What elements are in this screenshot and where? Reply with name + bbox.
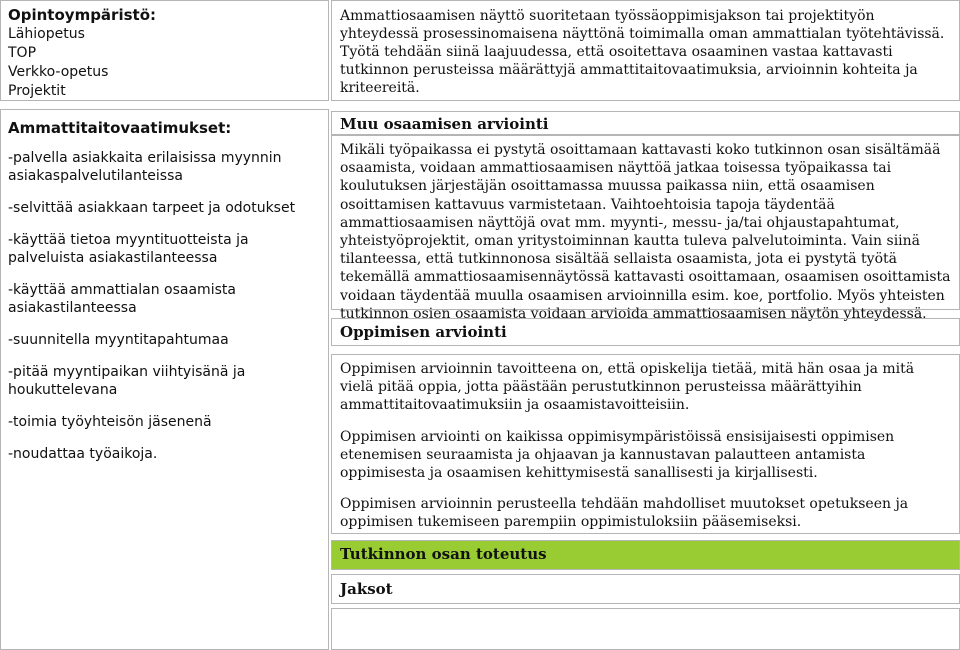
other-assessment-text: Mikäli työpaikassa ei pystytä osoittamaan kattavasti koko tutkinnon osan sisältämää osaamista, voidaan ammattiosaamisen näyttöä jatkaa toisessa työpaikassa tai koulutuksen järjestäjän osoittamassa muussa paikassa niin, että osaamisen osoittamisen kattavuus varmistetaan. Vaihtoehtoisia tapoja täydentää ammattiosaamisen näyttöjä ovat mm. myynti-, messu- ja/tai ohjaustapahtumat, yhteistyöprojektit, oman yritystoiminnan kautta tuleva palvelutoiminta. Vain siinä tilanteessa, että tutkinnonosa sisältää sellaista osaamista, jota ei pystytä työtä tekemällä ammattiosaamisennäytössä kattavasti osoittamaan, osaamisen osoittamista voidaan täydentää muulla osaamisen arvioinnilla esim. koe, portfolio. Myös yhteisten tutkinnon osien osaamista voidaan arvioida ammattiosaamisen näytön yhteydessä.	[331, 135, 960, 310]
requirements-title: Ammattitaitovaatimukset:	[8, 119, 232, 137]
environment-title: Opintoympäristö:	[8, 6, 156, 24]
requirement-item: -pitää myyntipaikan viihtyisänä ja houkuttelevana	[8, 364, 246, 398]
learning-assessment-body	[331, 354, 960, 534]
periods-heading: Jaksot	[331, 574, 960, 604]
environment-item: Verkko-opetus	[8, 64, 109, 80]
requirement-item: -toimia työyhteisön jäsenenä	[8, 414, 212, 430]
periods-content	[331, 608, 960, 650]
learning-assessment-heading: Oppimisen arviointi	[331, 318, 960, 346]
learning-assessment-paragraph: Oppimisen arviointi on kaikissa oppimisympäristöissä ensisijaisesti oppimisen etenemisen seuraamista ja ohjaavan ja kannustavan palautteen antamista oppimisesta ja osaamisen kehittymisestä sanallisesti ja kirjallisesti.	[340, 428, 895, 482]
implementation-heading: Tutkinnon osan toteutus	[331, 540, 960, 570]
environment-item: Lähiopetus	[8, 26, 85, 42]
environment-section	[0, 0, 329, 101]
requirement-item: -käyttää tietoa myyntituotteista ja palveluista asiakastilanteessa	[8, 232, 249, 266]
requirement-item: -palvella asiakkaita erilaisissa myynnin asiakaspalvelutilanteissa	[8, 150, 282, 184]
requirement-item: -suunnitella myyntitapahtumaa	[8, 332, 229, 348]
learning-assessment-paragraph: Oppimisen arvioinnin perusteella tehdään mahdolliset muutokset opetukseen ja oppimisen tukemiseen parempiin oppimistuloksiin pääsemiseksi.	[340, 496, 909, 531]
demonstration-text: Ammattiosaamisen näyttö suoritetaan työssäoppimisjakson tai projektityön yhteydessä prosessinomaisena näyttönä toimimalla oman ammattialan työtehtävissä. Työtä tehdään siinä laajuudessa, että osoitettava osaaminen vastaa kattavasti tutkinnon perusteissa määrättyjä ammattitaitovaatimuksia, arvioinnin kohteita ja kriteereitä.	[331, 0, 960, 101]
learning-assessment-paragraph: Oppimisen arvioinnin tavoitteena on, että opiskelija tietää, mitä hän osaa ja mitä vielä pitää oppia, jotta päästään perustutkinnon perusteissa määrättyihin ammattitaitovaatimuksiin ja osaamistavoitteisiin.	[340, 361, 915, 414]
environment-item: TOP	[8, 45, 37, 61]
requirements-section	[0, 109, 329, 650]
requirement-item: -käyttää ammattialan osaamista asiakastilanteessa	[8, 282, 236, 316]
environment-item: Projektit	[8, 83, 66, 99]
requirement-item: -selvittää asiakkaan tarpeet ja odotukset	[8, 200, 296, 216]
other-assessment-heading: Muu osaamisen arviointi	[331, 111, 960, 135]
requirement-item: -noudattaa työaikoja.	[8, 446, 158, 462]
